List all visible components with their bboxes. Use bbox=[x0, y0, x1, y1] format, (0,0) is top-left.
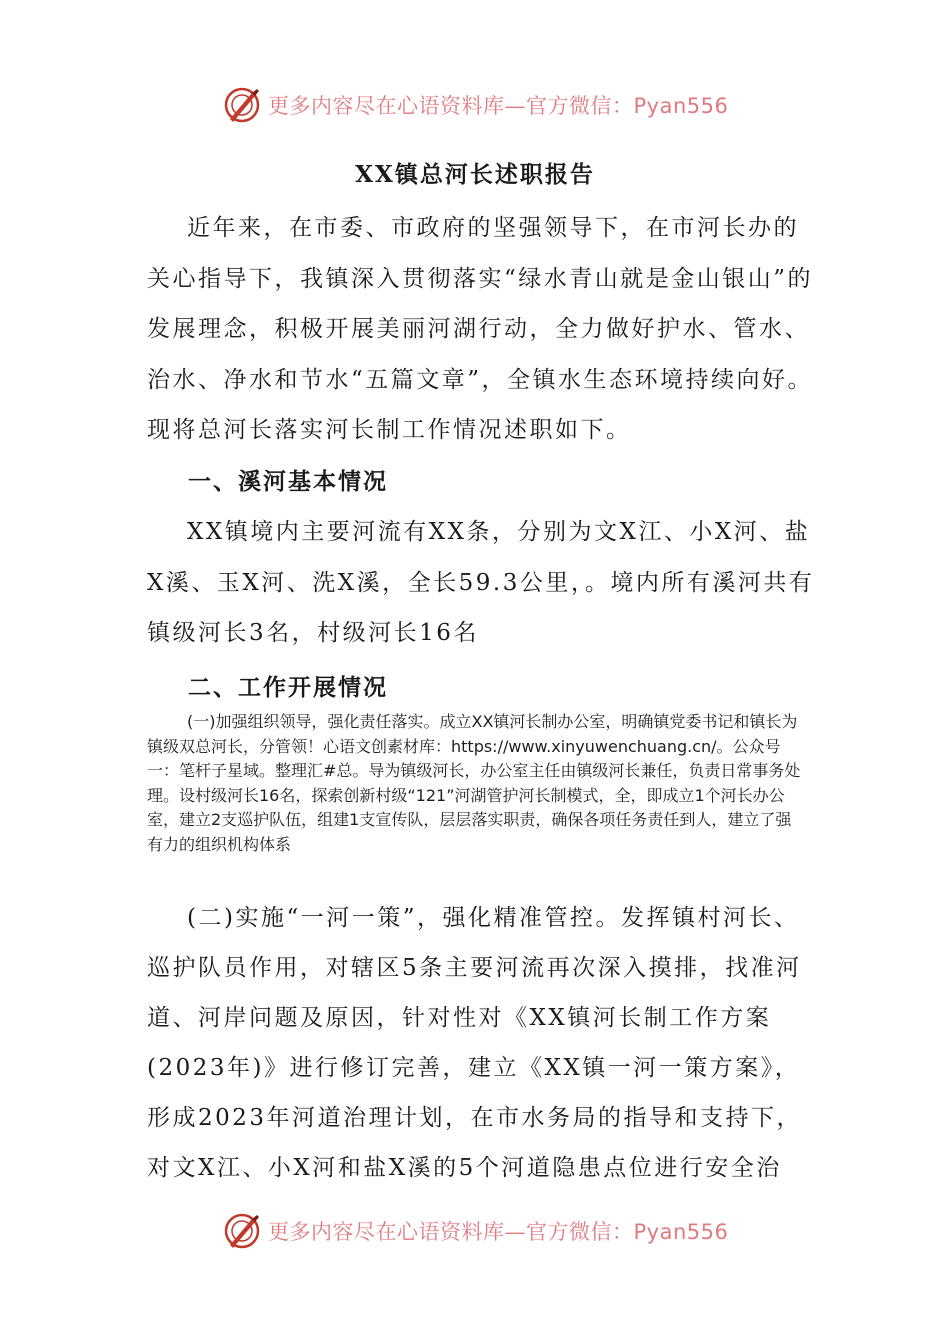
section2-item1-paragraph: (一)加强组织领导，强化责任落实。成立XX镇河长制办公室，明确镇党委书记和镇长为镇级双总河长，分管领！心语文创素材库：https://www.xinyuwenchuang.cn/。公众号一：笔杆子星域。整理汇#总。导为镇级河长，办公室主任由镇级河长兼任，负责日常事务处理。设村级河长16名，探索创新村级“121”河湖管护河长制模式，全，即成立1个河长办公室，建立2支巡护队伍，组建1支宣传队，层层落实职责，确保各项任务责任到人，建立了强有力的组织机构体系 bbox=[147, 712, 801, 854]
header-banner bbox=[222, 80, 742, 130]
pen-logo-icon bbox=[222, 85, 262, 125]
intro-paragraph: 近年来，在市委、市政府的坚强领导下，在市河长办的关心指导下，我镇深入贯彻落实“绿水青山就是金山银山”的发展理念，积极开展美丽河湖行动，全力做好护水、管水、治水、净水和节水“五篇文章”，全镇水生态环境持续向好。现将总河长落实河长制工作情况述职如下。 bbox=[147, 215, 814, 443]
banner-text: 更多内容尽在心语资料库—官方微信：Pyan556 bbox=[268, 1220, 729, 1244]
banner-text: 更多内容尽在心语资料库—官方微信：Pyan556 bbox=[268, 94, 729, 118]
document-title: XX镇总河长述职报告 bbox=[355, 161, 595, 188]
pen-logo-icon bbox=[222, 1211, 262, 1251]
section1-paragraph: XX镇境内主要河流有XX条，分别为文X江、小X河、盐X溪、玉X河、洗X溪，全长59.3公里，。境内所有溪河共有镇级河长3名，村级河长16名 bbox=[147, 519, 815, 646]
section-heading-basic-info: 一、溪河基本情况 bbox=[188, 468, 388, 495]
footer-banner bbox=[222, 1206, 742, 1256]
section-heading-work-progress: 二、工作开展情况 bbox=[188, 674, 388, 701]
section2-item2-paragraph: (二)实施“一河一策”，强化精准管控。发挥镇村河长、巡护队员作用，对辖区5条主要河流再次深入摸排，找准河道、河岸问题及原因，针对性对《XX镇河长制工作方案(2023年)》进行修订完善，建立《XX镇一河一策方案》，形成2023年河道治理计划，在市水务局的指导和支持下，对文X江、小X河和盐X溪的5个河道隐患点位进行安全治 bbox=[147, 905, 803, 1181]
